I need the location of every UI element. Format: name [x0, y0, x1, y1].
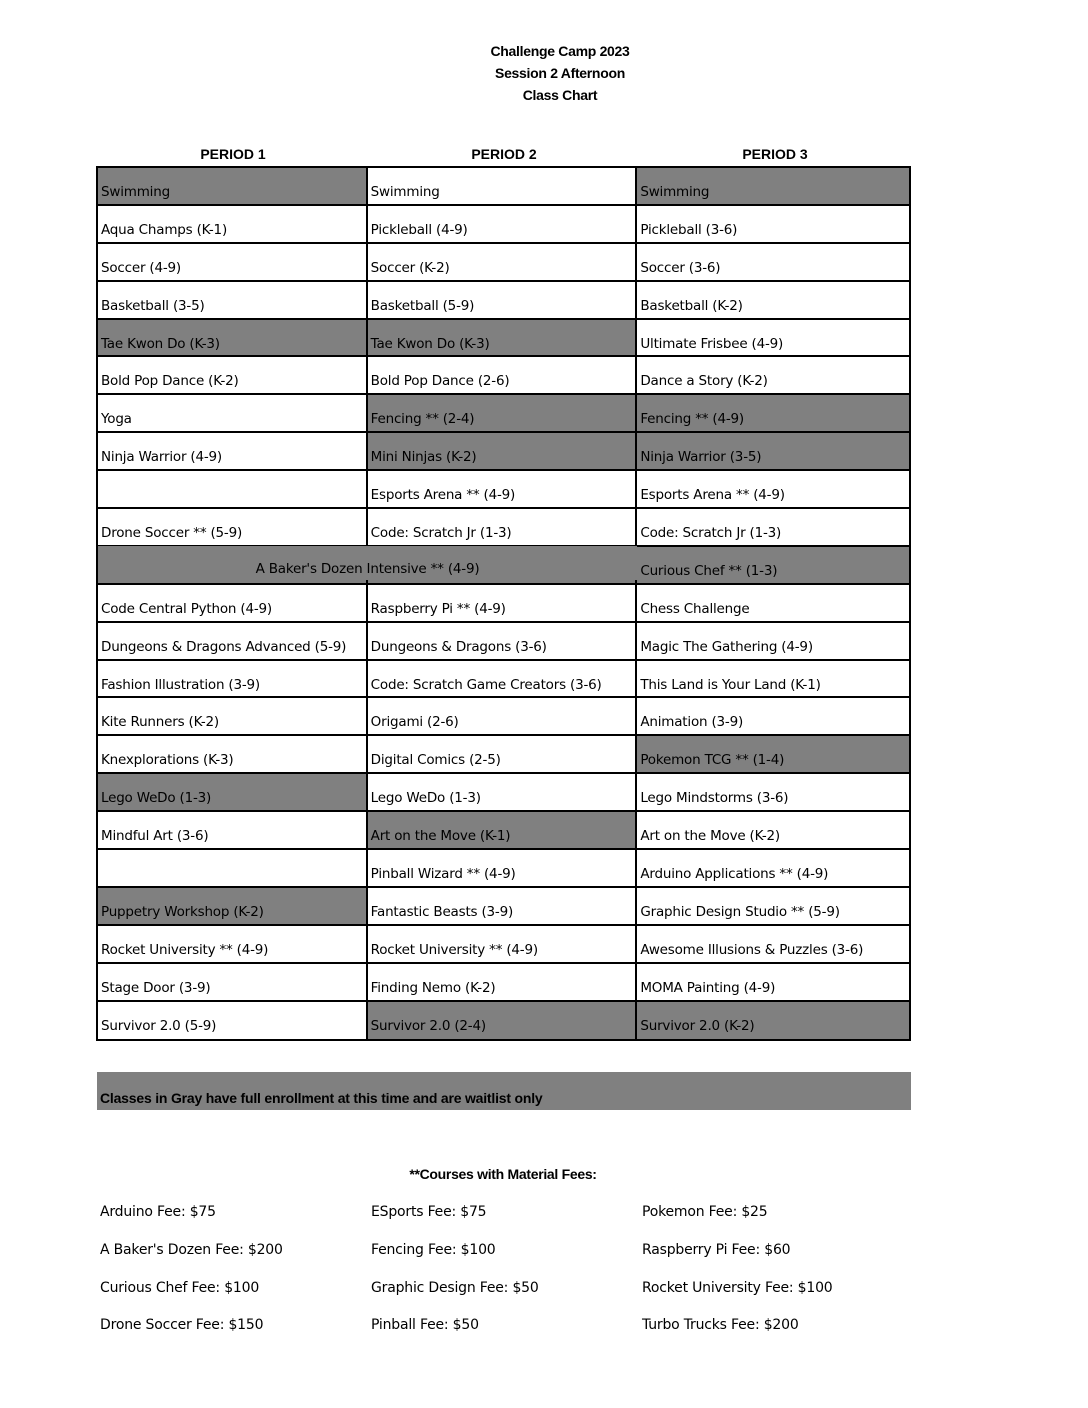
class-cell: Bold Pop Dance (K-2)	[98, 357, 366, 395]
period-2-column	[368, 168, 638, 1039]
fee-item: Rocket University Fee: $100	[642, 1280, 833, 1296]
class-cell: Yoga	[98, 395, 366, 433]
class-cell: Chess Challenge	[637, 585, 909, 623]
class-cell: Code: Scratch Jr (1-3)	[637, 509, 909, 547]
chart-title: Class Chart	[522, 87, 598, 103]
class-chart-table	[96, 166, 911, 1041]
period-2-header: PERIOD 2	[471, 146, 537, 162]
fee-item: Raspberry Pi Fee: $60	[642, 1242, 791, 1258]
class-cell: Curious Chef ** (1-3)	[637, 547, 909, 585]
class-cell: Fashion Illustration (3-9)	[98, 661, 366, 699]
camp-title: Challenge Camp 2023	[490, 43, 630, 59]
fee-item: Pokemon Fee: $25	[642, 1204, 768, 1220]
fees-title: **Courses with Material Fees:	[409, 1166, 597, 1182]
class-cell: Tae Kwon Do (K-3)	[368, 320, 636, 358]
class-cell: Survivor 2.0 (5-9)	[101, 1017, 217, 1034]
class-cell: Lego WeDo (1-3)	[98, 774, 366, 812]
class-cell: Puppetry Workshop (K-2)	[98, 888, 366, 926]
class-cell: Origami (2-6)	[368, 698, 636, 736]
class-cell: Aqua Champs (K-1)	[98, 206, 366, 244]
session-title: Session 2 Afternoon	[495, 65, 625, 81]
class-cell: Pinball Wizard ** (4-9)	[368, 850, 636, 888]
class-cell: Swimming	[637, 168, 909, 206]
class-cell: Swimming	[368, 168, 636, 206]
fee-item: Graphic Design Fee: $50	[371, 1280, 539, 1296]
fee-item: Drone Soccer Fee: $150	[100, 1317, 264, 1333]
class-cell: Dungeons & Dragons (3-6)	[368, 623, 636, 661]
class-cell: Magic The Gathering (4-9)	[637, 623, 909, 661]
period-3-header: PERIOD 3	[742, 146, 808, 162]
class-cell: Animation (3-9)	[637, 698, 909, 736]
period-1-column	[98, 168, 368, 1039]
class-cell: Dungeons & Dragons Advanced (5-9)	[98, 623, 366, 661]
class-cell: Bold Pop Dance (2-6)	[368, 357, 636, 395]
fee-item: ESports Fee: $75	[371, 1204, 487, 1220]
class-cell: This Land is Your Land (K-1)	[637, 661, 909, 699]
class-cell: Fencing ** (4-9)	[637, 395, 909, 433]
class-cell: Dance a Story (K-2)	[637, 357, 909, 395]
class-cell: Art on the Move (K-2)	[637, 812, 909, 850]
class-cell: Rocket University ** (4-9)	[368, 926, 636, 964]
class-cell: Rocket University ** (4-9)	[98, 926, 366, 964]
class-cell: Graphic Design Studio ** (5-9)	[637, 888, 909, 926]
class-cell: Arduino Applications ** (4-9)	[637, 850, 909, 888]
class-cell: Code: Scratch Game Creators (3-6)	[368, 661, 636, 699]
class-cell: Mini Ninjas (K-2)	[368, 433, 636, 471]
class-cell: Survivor 2.0 (K-2)	[637, 1002, 909, 1040]
class-cell: Knexplorations (K-3)	[98, 736, 366, 774]
class-cell: Pickleball (4-9)	[368, 206, 636, 244]
class-cell: Basketball (K-2)	[637, 282, 909, 320]
fee-item: Turbo Trucks Fee: $200	[642, 1317, 799, 1333]
class-cell: MOMA Painting (4-9)	[637, 964, 909, 1002]
class-cell	[98, 850, 366, 888]
class-cell: Digital Comics (2-5)	[368, 736, 636, 774]
class-cell: Soccer (K-2)	[368, 244, 636, 282]
class-cell: Kite Runners (K-2)	[98, 698, 366, 736]
class-cell: Soccer (4-9)	[98, 244, 366, 282]
class-cell: Fantastic Beasts (3-9)	[368, 888, 636, 926]
class-cell: Code Central Python (4-9)	[98, 585, 366, 623]
fee-item: Fencing Fee: $100	[371, 1242, 496, 1258]
class-cell	[98, 471, 366, 509]
class-cell: Basketball (5-9)	[368, 282, 636, 320]
class-cell: Esports Arena ** (4-9)	[368, 471, 636, 509]
class-cell: Fencing ** (2-4)	[368, 395, 636, 433]
fee-item: A Baker's Dozen Fee: $200	[100, 1242, 283, 1258]
class-cell: Swimming	[98, 168, 366, 206]
class-cell: Finding Nemo (K-2)	[368, 964, 636, 1002]
class-cell: Pickleball (3-6)	[637, 206, 909, 244]
class-cell: Raspberry Pi ** (4-9)	[368, 585, 636, 623]
class-cell: Awesome Illusions & Puzzles (3-6)	[637, 926, 909, 964]
class-cell: Ultimate Frisbee (4-9)	[637, 320, 909, 358]
waitlist-note: Classes in Gray have full enrollment at this time and are waitlist only	[97, 1072, 911, 1110]
class-cell: Lego WeDo (1-3)	[368, 774, 636, 812]
class-cell: Ninja Warrior (3-5)	[637, 433, 909, 471]
class-cell: Esports Arena ** (4-9)	[637, 471, 909, 509]
class-cell: Ninja Warrior (4-9)	[98, 433, 366, 471]
spanning-class-cell: A Baker's Dozen Intensive ** (4-9)	[98, 546, 637, 580]
class-cell: Stage Door (3-9)	[98, 964, 366, 1002]
fee-item: Pinball Fee: $50	[371, 1317, 479, 1333]
class-cell: Pokemon TCG ** (1-4)	[637, 736, 909, 774]
fee-item: Curious Chef Fee: $100	[100, 1280, 260, 1296]
class-cell: Art on the Move (K-1)	[368, 812, 636, 850]
class-cell: Mindful Art (3-6)	[98, 812, 366, 850]
document-title-block	[0, 40, 1088, 106]
period-3-column	[637, 168, 909, 1039]
class-cell: Code: Scratch Jr (1-3)	[368, 509, 636, 547]
class-cell: Lego Mindstorms (3-6)	[637, 774, 909, 812]
class-cell: Soccer (3-6)	[637, 244, 909, 282]
class-cell: Tae Kwon Do (K-3)	[98, 320, 366, 358]
period-1-header: PERIOD 1	[200, 146, 266, 162]
class-cell: Basketball (3-5)	[98, 282, 366, 320]
class-cell: Drone Soccer ** (5-9)	[98, 509, 366, 547]
fee-item: Arduino Fee: $75	[100, 1204, 216, 1220]
class-cell: Survivor 2.0 (2-4)	[368, 1002, 636, 1040]
